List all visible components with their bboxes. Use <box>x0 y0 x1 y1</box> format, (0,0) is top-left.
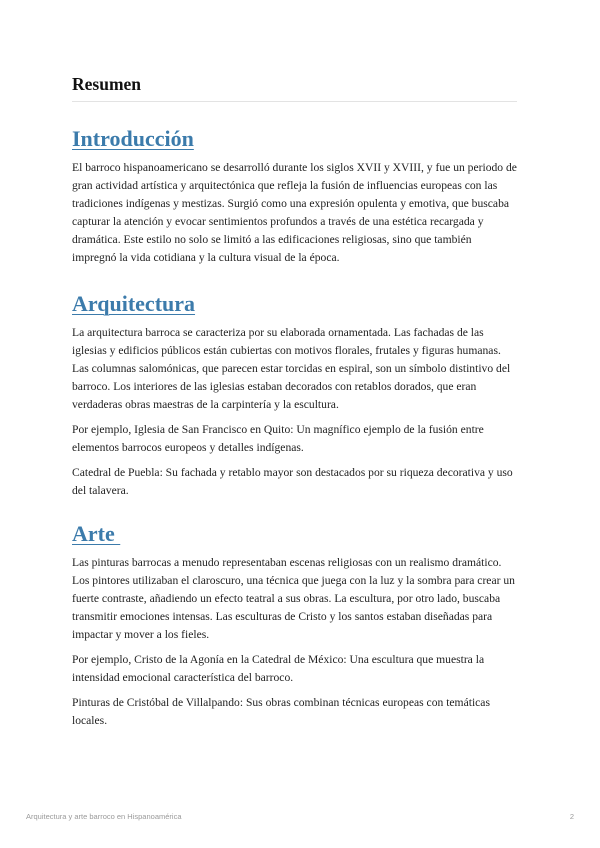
example-paragraph: Por ejemplo, Cristo de la Agonía en la Catedral de México: Una escultura que muestra la intensidad emocional característica del barroco. <box>72 653 485 684</box>
page-number: 2 <box>569 812 574 821</box>
section-paragraph: La arquitectura barroca se caracteriza por su elaborada ornamentada. Las fachadas de las iglesias y edificios públicos están cubiertas con motivos florales, frutales y figuras humanas. Las columnas salomónicas, que parecen estar torcidas en espiral, son un símbolo distintivo del barroco. Los interiores de las iglesias estaban decorados con retablos dorados, que eran verdaderas obras maestras de la carpintería y la escultura. <box>72 326 511 411</box>
document-title: Resumen <box>72 74 142 94</box>
section-introduccion <box>72 126 517 274</box>
section-paragraph: Las pinturas barrocas a menudo representaban escenas religiosas con un realismo dramático. Los pintores utilizaban el claroscuro, una técnica que juega con la luz y la sombra para crear un fuerte contraste, añadiendo un efecto teatral a sus obras. La escultura, por otro lado, buscaba transmitir emociones intensas. Las esculturas de Cristo y los santos estaban diseñadas para impactar y mover a los fieles. <box>72 556 515 641</box>
section-arte <box>72 521 517 737</box>
section-heading-arquitectura: Arquitectura <box>72 291 196 316</box>
section-heading-arte: Arte <box>72 521 121 546</box>
title-divider <box>72 101 517 102</box>
example-paragraph: Catedral de Puebla: Su fachada y retablo mayor son destacados por su riqueza decorativa y uso del talavera. <box>72 466 513 497</box>
example-paragraph: Por ejemplo, Iglesia de San Francisco en Quito: Un magnífico ejemplo de la fusión entre elementos barrocos europeos y detalles indígenas. <box>72 423 484 454</box>
section-heading-introduccion: Introducción <box>72 126 194 151</box>
example-paragraph: Pinturas de Cristóbal de Villalpando: Sus obras combinan técnicas europeas con temáticas locales. <box>72 696 490 727</box>
section-arquitectura <box>72 291 517 507</box>
footer-document-title: Arquitectura y arte barroco en Hispanoamérica <box>26 812 182 821</box>
section-paragraph: El barroco hispanoamericano se desarrolló durante los siglos XVII y XVIII, y fue un periodo de gran actividad artística y arquitectónica que refleja la fusión de influencias europeas con las tradiciones indígenas y mestizas. Surgió como una expresión opulenta y emotiva, que buscaba capturar la atención y evocar sentimientos profundos a través de una estética recargada y dramática. Este estilo no solo se limitó a las edificaciones religiosas, sino que también impregnó la vida cotidiana y la cultura visual de la época. <box>72 161 517 264</box>
